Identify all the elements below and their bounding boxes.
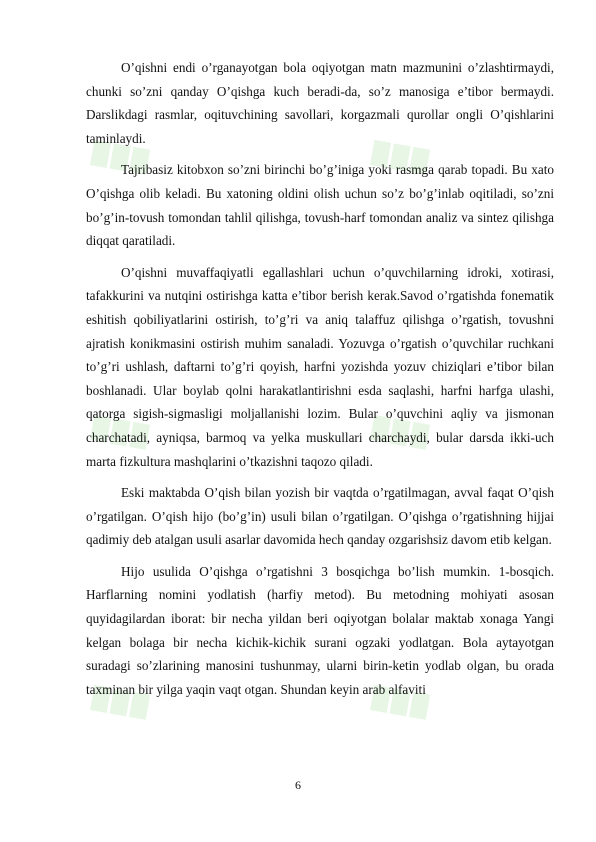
paragraph-2: Tajribasiz kitobxon so’zni birinchi bo’g’iniga yoki rasmga qarab topadi. Bu xato O’qishga olib keladi. Bu xatoning oldini olish uchun so’z bo’g’inlab oqitiladi, so’zni bo’g’in-tovush tomondan tahlil qilishga, tovush-harf tomondan analiz va sintez qilishga diqqat qaratiladi. <box>86 162 554 249</box>
paragraph-1: O’qishni endi o’rganayotgan bola oqiyotgan matn mazmunini o’zlashtirmaydi, chunki so’zni qanday O’qishga kuch beradi-da, so’z manosiga e’tibor bermaydi. Darslikdagi rasmlar, oqituvchining savollari, korgazmali qurollar ongli O’qishlarini taminlaydi. <box>86 60 554 146</box>
page-number: 6 <box>295 778 301 792</box>
paragraph-3: O’qishni muvaffaqiyatli egallashlari uchun o’quvchilarning idroki, xotirasi, tafakkurini va nutqini ostirishga katta e’tibor berish kerak.Savod o’rgatishda fonematik eshitish qobiliyatlarini ostirish, to’g’ri va aniq talaffuz qilishga o’rgatish, tovushni ajratish konikmasini ostirish muhim sanaladi. Yozuvga o’rgatish o’quvchilar ruchkani to’g’ri ushlash, daftarni to’g’ri qoyish, harfni yozishda yozuv chiziqlari e’tibor bilan boshlanadi. Ular boylab qolni harakatlantirishni esda saqlashi, harfni harfga ulashi, qatorga sigish-sigmasligi moljallanishi lozim. Bular o’quvchini aqliy va jismonan charchatadi, ayniqsa, barmoq va yelka muskullari charchaydi, bular darsda ikki-uch marta fizkultura mashqlarini o’tkazishni taqozo qiladi. <box>86 264 554 469</box>
paragraph-4: Eski maktabda O’qish bilan yozish bir vaqtda o’rgatilmagan, avval faqat O’qish o’rgatilgan. O’qish hijo (bo’g’in) usuli bilan o’rgatilgan. O’qishga o’rgatishning hijjai qadimiy deb atalgan usuli asarlar davomida hech qanday ozgarishsiz davom etib kelgan. <box>86 485 554 548</box>
paragraph-5: Hijo usulida O’qishga o’rgatishni 3 bosqichga bo’lish mumkin. 1-bosqich. Harflarning nomini yodlatish (harfiy metod). Bu metodning mohiyati asosan quyidagilardan iborat: bir necha yildan beri oqiyotgan bolalar maktab xonaga Yangi kelgan bolaga bir necha kichik-kichik surani ogzaki yodlatgan. Bola aytayotgan suradagi so’zlarining manosini tushunmay, ularni birin-ketin yodlab olgan, bu orada taxminan bir yilga yaqin vaqt otgan. Shundan keyin arab alfaviti <box>86 563 554 697</box>
document-body <box>86 56 554 709</box>
